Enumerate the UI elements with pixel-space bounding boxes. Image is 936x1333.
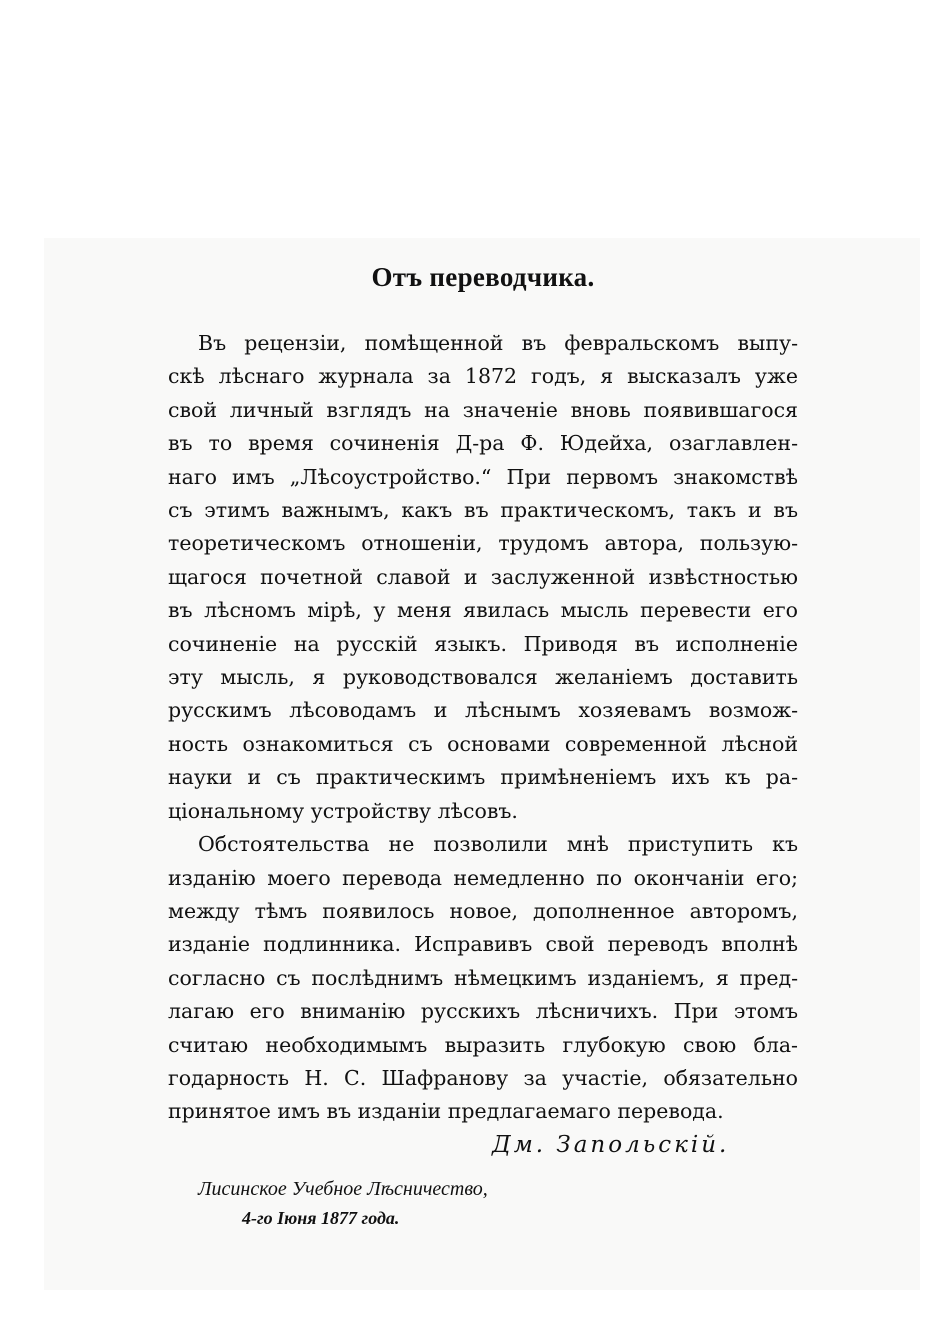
text-line: согласно съ послѣднимъ нѣмецкимъ изданіемъ, я пред- xyxy=(168,965,798,990)
text-line: ціональному устройству лѣсовъ. xyxy=(168,798,518,823)
text-line: щагося почетной славой и заслуженной извѣстностью xyxy=(168,564,798,589)
text-line: ность ознакомиться съ основами современной лѣсной xyxy=(168,731,798,756)
text-line: лагаю его вниманію русскихъ лѣсничихъ. При этомъ xyxy=(168,999,798,1024)
text-line: изданію моего перевода немедленно по окончаніи его; xyxy=(168,865,798,890)
text-line: изданіе подлинника. Исправивъ свой переводъ вполнѣ xyxy=(168,932,798,957)
paragraph-1 xyxy=(168,327,798,828)
text-line: Въ рецензіи, помѣщенной въ февральскомъ выпу- xyxy=(198,331,798,355)
text-line: свой личный взглядъ на значеніе вновь появившагося xyxy=(168,397,798,422)
text-line: Обстоятельства не позволили мнѣ приступить къ xyxy=(198,832,798,857)
place-line: Лисинское Учебное Лѣсничество, xyxy=(198,1178,488,1200)
text-line: въ лѣсномъ мірѣ, у меня явилась мысль перевести его xyxy=(168,598,798,623)
text-line: годарность Н. С. Шафранову за участіе, обязательно xyxy=(168,1065,798,1090)
text-line: скѣ лѣснаго журнала за 1872 годъ, я высказалъ уже xyxy=(168,364,798,389)
text-line: принятое имъ въ изданіи предлагаемаго перевода. xyxy=(168,1099,724,1124)
text-line: наго имъ „Лѣсоустройство.“ При первомъ знакомствѣ xyxy=(168,464,798,489)
preface-body xyxy=(168,262,798,1129)
text-line: русскимъ лѣсоводамъ и лѣснымъ хозяевамъ возмож- xyxy=(168,698,798,723)
translator-signature: Дм. Запольскій. xyxy=(492,1132,730,1158)
text-line: теоретическомъ отношеніи, трудомъ автора, пользую- xyxy=(168,531,798,556)
page-title: Отъ переводчика. xyxy=(371,262,595,292)
text-line: эту мысль, я руководствовался желаніемъ доставить xyxy=(168,665,798,690)
paragraph-2 xyxy=(168,828,798,1129)
text-line: между тѣмъ появилось новое, дополненное авторомъ, xyxy=(168,898,798,923)
text-line: сочиненіе на русскій языкъ. Приводя въ исполненіе xyxy=(168,631,798,656)
date-line: 4-го Іюня 1877 года. xyxy=(242,1208,400,1228)
text-line: съ этимъ важнымъ, какъ въ практическомъ, такъ и въ xyxy=(168,498,798,523)
text-line: считаю необходимымъ выразить глубокую свою бла- xyxy=(168,1032,798,1057)
text-line: науки и съ практическимъ примѣненіемъ ихъ къ ра- xyxy=(168,765,798,790)
text-line: въ то время сочиненія Д-ра Ф. Юдейха, озаглавлен- xyxy=(168,431,798,456)
